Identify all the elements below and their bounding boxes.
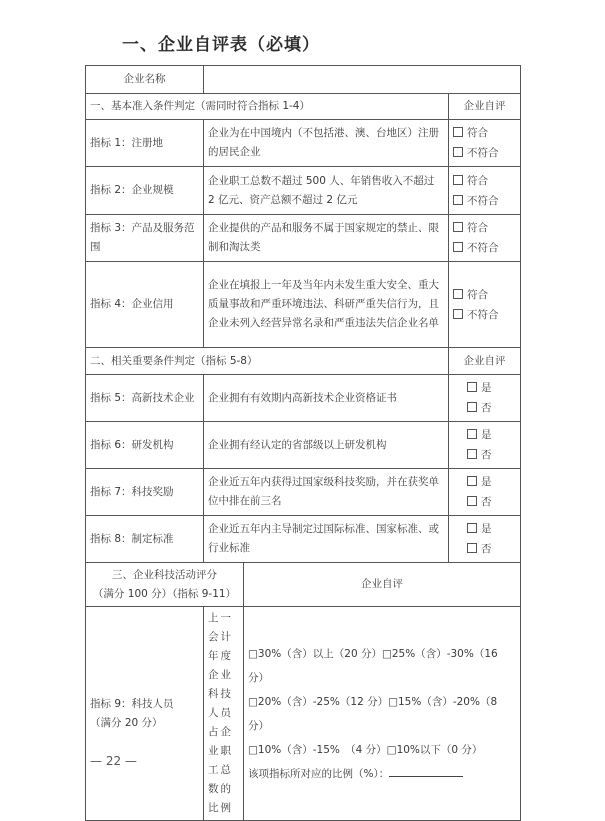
indicator-label: 指标 6：研发机构 xyxy=(86,422,204,469)
option-not-conform[interactable] xyxy=(453,191,516,211)
checkbox-icon[interactable] xyxy=(467,543,477,553)
option-label: 不符合 xyxy=(467,147,499,159)
option-not-conform[interactable] xyxy=(453,305,516,325)
self-eval-options xyxy=(449,167,521,215)
indicator-9-label xyxy=(86,607,204,821)
indicator-label: 指标 8：制定标准 xyxy=(86,516,204,563)
indicator-label: 指标 2：企业规模 xyxy=(86,167,204,215)
option-not-conform[interactable] xyxy=(453,238,516,258)
option-label: 否 xyxy=(481,402,492,414)
indicator-description: 企业近五年内主导制定过国际标准、国家标准、或行业标准 xyxy=(204,516,449,563)
company-name-row xyxy=(86,66,521,94)
page-title: 一、企业自评表（必填） xyxy=(122,35,320,55)
indicator-6-row xyxy=(86,422,521,469)
option-label: 符合 xyxy=(467,127,488,139)
option-label: 符合 xyxy=(467,174,488,187)
indicator-description: 企业拥有有效期内高新技术企业资格证书 xyxy=(204,375,449,422)
checkbox-icon[interactable] xyxy=(467,496,477,506)
option-not-conform[interactable] xyxy=(453,143,516,163)
indicator-9-ratio xyxy=(248,762,516,786)
checkbox-icon[interactable] xyxy=(453,147,463,157)
self-eval-options xyxy=(449,262,521,348)
indicator-1-row xyxy=(86,120,521,167)
checkbox-icon[interactable] xyxy=(467,449,477,459)
indicator-9-option-line[interactable]: □20%（含）-25%（12 分）□15%（含）-20%（8 分） xyxy=(248,695,498,732)
section3-header-row xyxy=(86,563,521,607)
section3-header xyxy=(86,563,244,607)
ratio-label: 该项指标所对应的比例（%）： xyxy=(248,767,390,780)
indicator-description: 企业提供的产品和服务不属于国家规定的禁止、限制和淘汰类 xyxy=(204,215,449,262)
option-label: 不符合 xyxy=(467,242,499,254)
checkbox-icon[interactable] xyxy=(453,175,463,185)
option-yes[interactable] xyxy=(453,472,516,492)
section2-header: 二、相关重要条件判定（指标 5-8） xyxy=(86,348,449,375)
option-label: 不符合 xyxy=(467,308,499,321)
indicator-9-max-score: （满分 20 分） xyxy=(90,716,163,729)
company-name-label: 企业名称 xyxy=(86,66,204,94)
indicator-9-row xyxy=(86,607,521,821)
section1-header-row xyxy=(86,94,521,120)
indicator-9-option-line[interactable]: □30%（含）以上（20 分）□25%（含）-30%（16 分） xyxy=(248,647,498,684)
option-label: 是 xyxy=(481,523,492,535)
option-label: 是 xyxy=(481,382,492,394)
option-label: 否 xyxy=(481,496,492,508)
checkbox-icon[interactable] xyxy=(467,476,477,486)
indicator-2-row xyxy=(86,167,521,215)
option-conform[interactable] xyxy=(453,123,516,143)
self-eval-options xyxy=(449,422,521,469)
indicator-description: 企业为在中国境内（不包括港、澳、台地区）注册的居民企业 xyxy=(204,120,449,167)
indicator-label: 指标 4：企业信用 xyxy=(86,262,204,348)
indicator-label: 指标 3：产品及服务范围 xyxy=(86,215,204,262)
checkbox-icon[interactable] xyxy=(467,402,477,412)
option-no[interactable] xyxy=(453,492,516,512)
section1-header: 一、基本准入条件判定（需同时符合指标 1-4） xyxy=(86,94,449,120)
option-label: 否 xyxy=(481,449,492,461)
section1-self-eval-header: 企业自评 xyxy=(449,94,521,120)
checkbox-icon[interactable] xyxy=(453,127,463,137)
option-label: 是 xyxy=(481,429,492,441)
indicator-description: 企业职工总数不超过 500 人、年销售收入不超过 2 亿元、资产总额不超过 2 亿元 xyxy=(204,167,449,215)
indicator-label: 指标 1：注册地 xyxy=(86,120,204,167)
option-yes[interactable] xyxy=(453,519,516,539)
indicator-label: 指标 5：高新技术企业 xyxy=(86,375,204,422)
checkbox-icon[interactable] xyxy=(467,523,477,533)
indicator-3-row xyxy=(86,215,521,262)
checkbox-icon[interactable] xyxy=(453,242,463,252)
option-yes[interactable] xyxy=(453,378,516,398)
indicator-description: 企业拥有经认定的省部级以上研发机构 xyxy=(204,422,449,469)
indicator-description: 企业近五年内获得过国家级科技奖励，并在获奖单位中排在前三名 xyxy=(204,469,449,516)
checkbox-icon[interactable] xyxy=(467,382,477,392)
option-label: 不符合 xyxy=(467,194,499,207)
indicator-description: 企业在填报上一年及当年内未发生重大安全、重大质量事故和严重环境违法、科研严重失信行为，且企业未列入经营异常名录和严重违法失信企业名单 xyxy=(204,262,449,348)
self-eval-options xyxy=(449,516,521,563)
option-no[interactable] xyxy=(453,398,516,418)
indicator-4-row xyxy=(86,262,521,348)
option-no[interactable] xyxy=(453,539,516,559)
indicator-8-row xyxy=(86,516,521,563)
section3-header-line2: （满分 100 分）（指标 9-11） xyxy=(92,587,237,600)
checkbox-icon[interactable] xyxy=(467,429,477,439)
option-label: 符合 xyxy=(467,222,488,234)
option-label: 符合 xyxy=(467,288,488,301)
company-name-field[interactable] xyxy=(204,66,521,94)
indicator-5-row xyxy=(86,375,521,422)
option-label: 是 xyxy=(481,476,492,488)
option-label: 否 xyxy=(481,543,492,555)
checkbox-icon[interactable] xyxy=(453,289,463,299)
checkbox-icon[interactable] xyxy=(453,195,463,205)
section2-self-eval-header: 企业自评 xyxy=(449,348,521,375)
self-eval-options xyxy=(449,120,521,167)
indicator-7-row xyxy=(86,469,521,516)
indicator-9-criterion: 上一会计年度企业科技人员占企业职工总数的比例 xyxy=(204,607,244,821)
indicator-9-options xyxy=(244,607,521,821)
self-eval-options xyxy=(449,215,521,262)
self-eval-options xyxy=(449,469,521,516)
option-conform[interactable] xyxy=(453,285,516,305)
option-conform[interactable] xyxy=(453,171,516,191)
section3-header-line1: 三、企业科技活动评分 xyxy=(112,568,217,581)
option-conform[interactable] xyxy=(453,218,516,238)
indicator-9-option-line[interactable]: □10%（含）-15% （4 分）□10%以下（0 分） xyxy=(248,743,483,756)
section2-header-row xyxy=(86,348,521,375)
option-yes[interactable] xyxy=(453,425,516,445)
self-evaluation-table xyxy=(85,65,521,821)
option-no[interactable] xyxy=(453,445,516,465)
indicator-9-title: 指标 9：科技人员 xyxy=(90,697,174,710)
checkbox-icon[interactable] xyxy=(453,309,463,319)
page-number: — 22 — xyxy=(90,754,137,768)
ratio-input-line[interactable] xyxy=(389,766,463,777)
checkbox-icon[interactable] xyxy=(453,222,463,232)
self-eval-options xyxy=(449,375,521,422)
indicator-label: 指标 7：科技奖励 xyxy=(86,469,204,516)
section3-self-eval-header: 企业自评 xyxy=(244,563,521,607)
